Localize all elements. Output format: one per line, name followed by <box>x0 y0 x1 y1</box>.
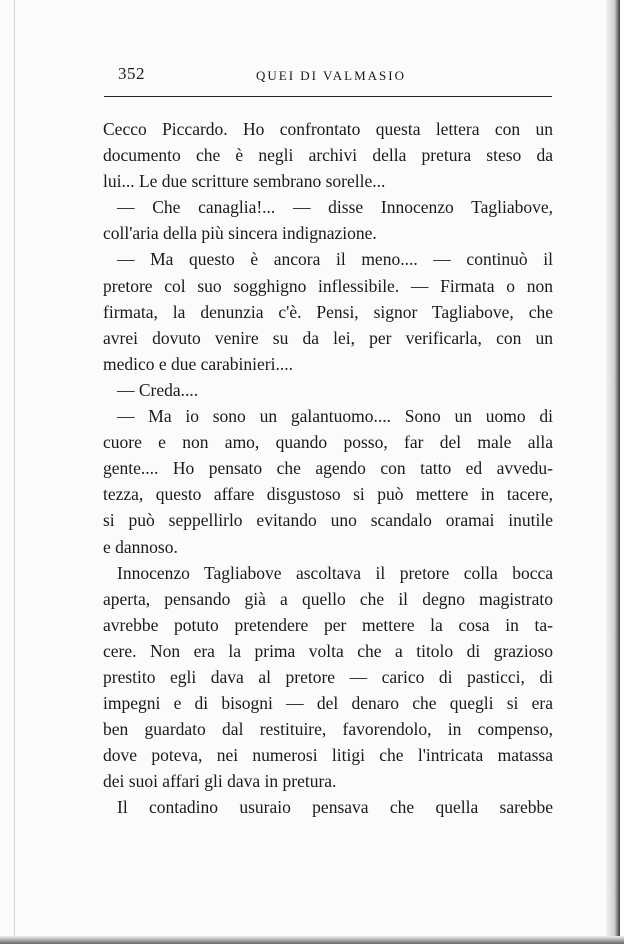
text-line: dove poteva, nei numerosi litigi che l'intricata matassa <box>103 745 553 766</box>
page-header <box>104 62 552 86</box>
text-line: gente.... Ho pensato che agendo con tatto ed avvedu- <box>103 458 553 479</box>
text-line: lui... Le due scritture sembrano sorelle... <box>103 171 386 192</box>
text-line: impegni e di bisogni — del denaro che quegli si era <box>103 693 553 714</box>
page-number: 352 <box>118 64 145 83</box>
text-line: coll'aria della più sincera indignazione. <box>103 223 377 244</box>
text-line: tezza, questo affare disgustoso si può mettere in tacere, <box>103 484 553 505</box>
text-line: si può seppellirlo evitando uno scandalo oramai inutile <box>103 510 553 531</box>
text-line: e dannoso. <box>103 536 178 557</box>
text-line: medico e due carabinieri.... <box>103 353 293 374</box>
text-line: prestito egli dava al pretore — carico di pasticci, di <box>103 666 553 687</box>
header-rule <box>104 96 552 97</box>
text-line: Innocenzo Tagliabove ascoltava il pretore colla bocca <box>117 562 553 583</box>
text-line: — Che canaglia!... — disse Innocenzo Tagliabove, <box>117 197 553 218</box>
text-line: — Ma questo è ancora il meno.... — continuò il <box>117 249 553 270</box>
text-line: Cecco Piccardo. Ho confrontato questa lettera con un <box>103 119 553 139</box>
text-line: avrei dovuto venire su da lei, per verificarla, con un <box>103 327 553 348</box>
text-line: — Creda.... <box>117 379 199 400</box>
text-line: ben guardato dal restituire, favorendolo, in compenso, <box>103 719 553 740</box>
text-line: pretore col suo sogghigno inflessibile. — Firmata o non <box>103 275 553 296</box>
text-line: avrebbe potuto pretendere per mettere la cosa in ta- <box>103 614 553 635</box>
text-line: cuore e non amo, quando posso, far del male alla <box>103 432 553 453</box>
page-edge-bottom <box>0 936 624 944</box>
page-edge-right <box>606 0 620 944</box>
text-line: documento che è negli archivi della pretura steso da <box>103 145 553 166</box>
text-line: firmata, la denunzia c'è. Pensi, signor Tagliabove, che <box>103 301 553 322</box>
text-line: aperta, pensando già a quello che il degno magistrato <box>103 588 553 609</box>
text-line: dei suoi affari gli dava in pretura. <box>103 771 337 792</box>
text-line: cere. Non era la prima volta che a titolo di grazioso <box>103 640 553 661</box>
running-title: QUEI DI VALMASIO <box>256 68 406 83</box>
page-edge-left <box>14 0 15 944</box>
text-line: — Ma io sono un galantuomo.... Sono un uomo di <box>117 406 553 427</box>
text-line: Il contadino usuraio pensava che quella sarebbe <box>117 797 553 818</box>
body-text <box>103 116 553 821</box>
